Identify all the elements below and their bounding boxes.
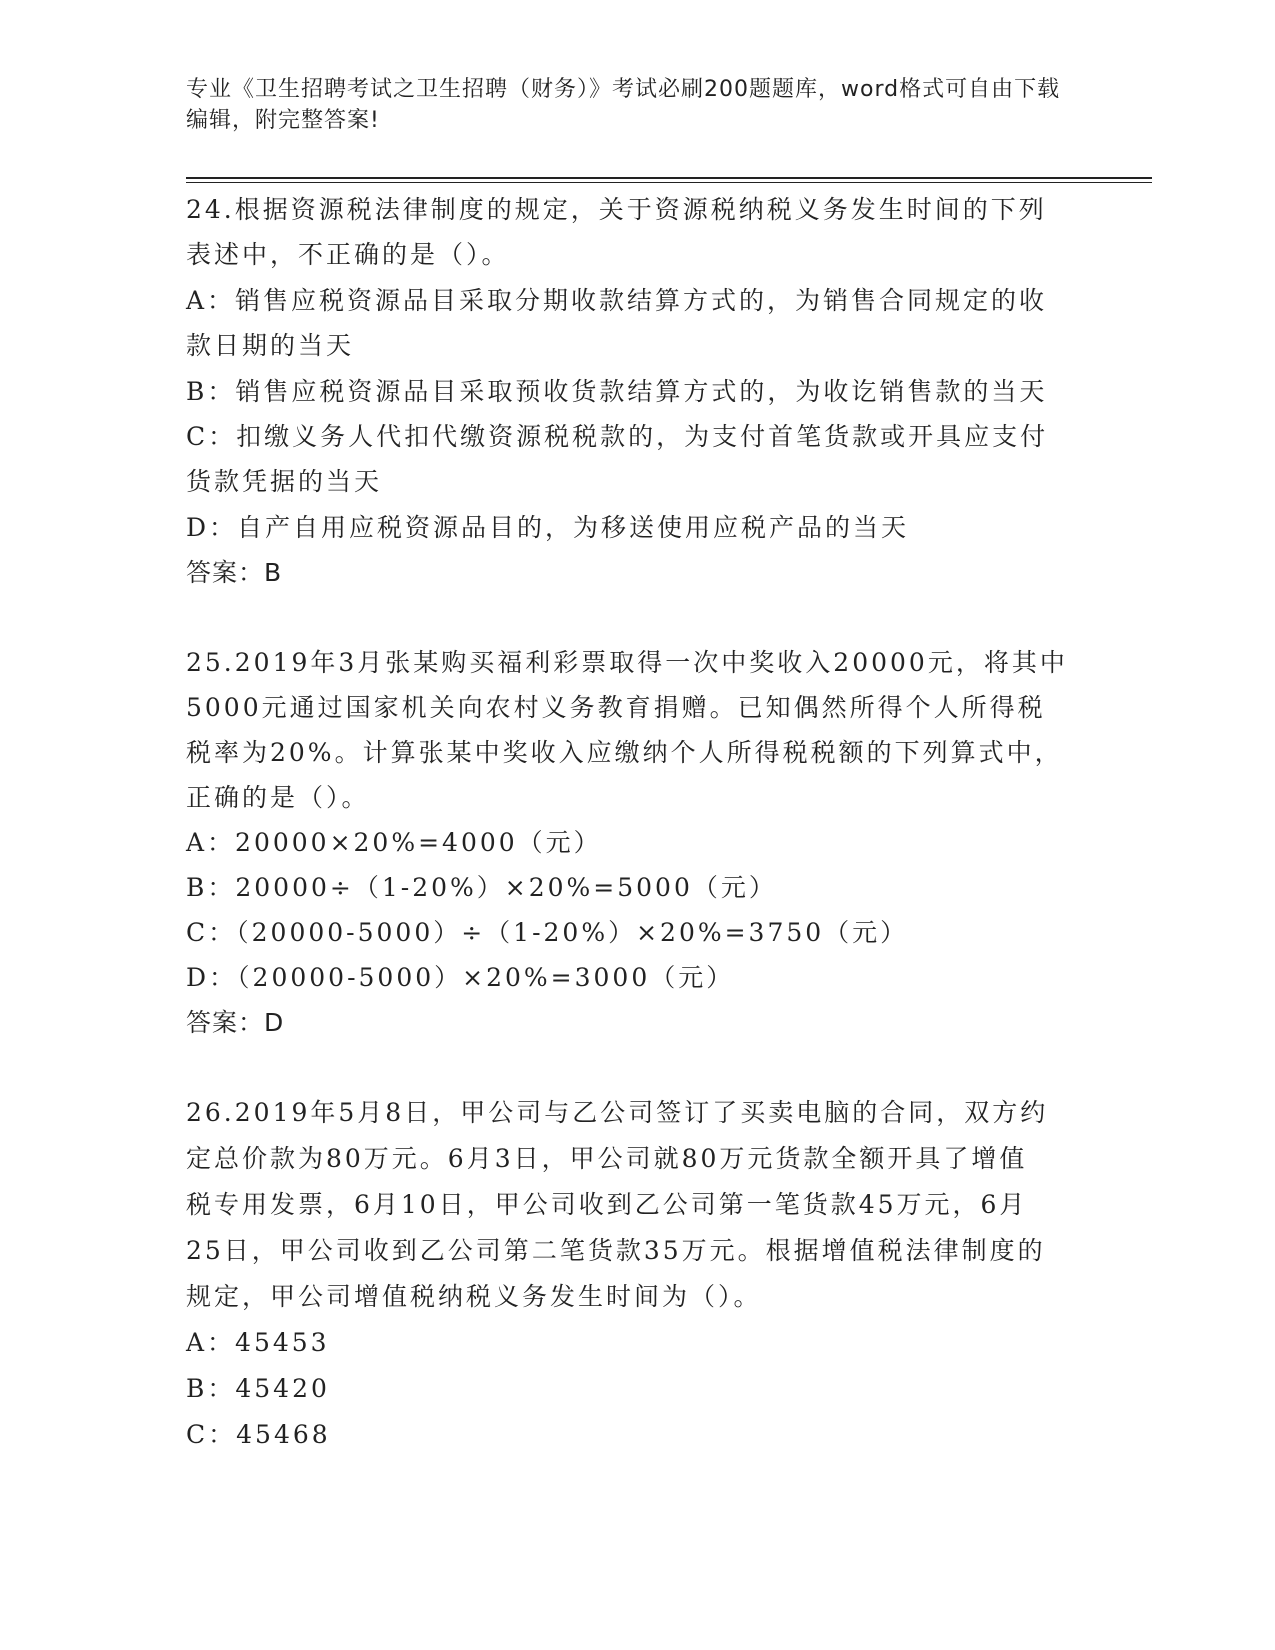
question-25-answer: 答案：D <box>186 1008 285 1037</box>
question-24-option-c-line-2: 货款凭据的当天 <box>186 467 383 496</box>
question-25-option-d: D：（20000-5000）×20%=3000（元） <box>186 963 735 992</box>
question-25-stem-line-4: 正确的是（）。 <box>186 783 370 812</box>
question-25-stem-line-1: 25.2019年3月张某购买福利彩票取得一次中奖收入20000元，将其中 <box>186 648 1068 677</box>
question-26-option-b: B：45420 <box>186 1374 330 1403</box>
question-24-option-b: B：销售应税资源品目采取预收货款结算方式的，为收讫销售款的当天 <box>186 377 1048 406</box>
question-24-answer: 答案：B <box>186 558 283 587</box>
question-26-option-c: C：45468 <box>186 1420 331 1449</box>
document-header: 专业《卫生招聘考试之卫生招聘（财务）》考试必刷200题题库，word格式可自由下载编辑，附完整答案! <box>186 77 1061 133</box>
question-24-option-a-line-2: 款日期的当天 <box>186 331 355 360</box>
question-24-stem-line-1: 24.根据资源税法律制度的规定，关于资源税纳税义务发生时间的下列 <box>186 195 1047 224</box>
question-26-stem-line-2: 定总价款为80万元。6月3日，甲公司就80万元货款全额开具了增值 <box>186 1144 1028 1173</box>
header-divider-thick <box>186 177 1152 179</box>
question-24-option-c-line-1: C：扣缴义务人代扣代缴资源税税款的，为支付首笔货款或开具应支付 <box>186 422 1049 451</box>
question-26-stem-line-1: 26.2019年5月8日，甲公司与乙公司签订了买卖电脑的合同，双方约 <box>186 1098 1049 1127</box>
question-26-stem-line-4: 25日，甲公司收到乙公司第二笔货款35万元。根据增值税法律制度的 <box>186 1236 1046 1265</box>
question-26-option-a: A：45453 <box>186 1328 330 1357</box>
question-25-option-b: B：20000÷（1-20%）×20%=5000（元） <box>186 873 777 902</box>
question-25-option-a: A：20000×20%=4000（元） <box>186 828 602 857</box>
question-25-option-c: C：（20000-5000）÷（1-20%）×20%=3750（元） <box>186 918 909 947</box>
question-25-stem-line-3: 税率为20%。计算张某中奖收入应缴纳个人所得税税额的下列算式中， <box>186 738 1063 767</box>
question-24-stem-line-2: 表述中，不正确的是（）。 <box>186 240 510 269</box>
header-divider-thin <box>186 182 1152 183</box>
question-24-option-d: D：自产自用应税资源品目的，为移送使用应税产品的当天 <box>186 513 910 542</box>
question-24-option-a-line-1: A：销售应税资源品目采取分期收款结算方式的，为销售合同规定的收 <box>186 286 1048 315</box>
question-26-stem-line-3: 税专用发票，6月10日，甲公司收到乙公司第一笔货款45万元，6月 <box>186 1190 1028 1219</box>
question-25-stem-line-2: 5000元通过国家机关向农村义务教育捐赠。已知偶然所得个人所得税 <box>186 693 1046 722</box>
question-26-stem-line-5: 规定，甲公司增值税纳税义务发生时间为（）。 <box>186 1282 762 1311</box>
